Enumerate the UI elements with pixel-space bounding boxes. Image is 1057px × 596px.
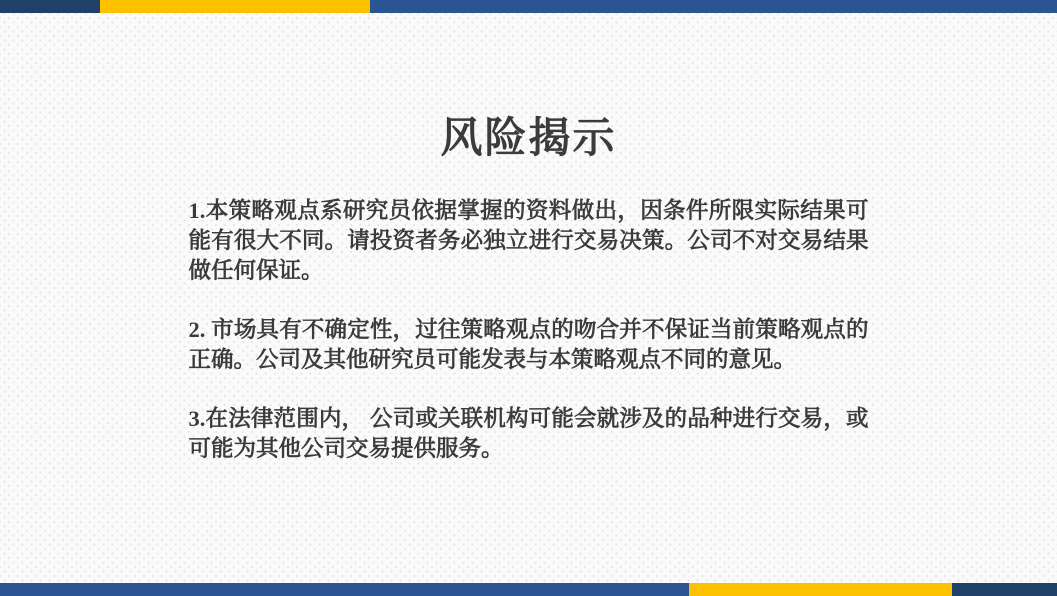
slide-title: 风险揭示 bbox=[440, 114, 617, 161]
top-bar-navy-segment bbox=[0, 0, 100, 13]
risk-disclosure-body bbox=[189, 196, 869, 464]
bottom-bar-navy-segment bbox=[952, 583, 1057, 596]
slide-content bbox=[189, 0, 869, 464]
bottom-bar-yellow-segment bbox=[689, 583, 952, 596]
bottom-decorative-bar bbox=[0, 583, 1057, 596]
risk-paragraph-2: 2. 市场具有不确定性，过往策略观点的吻合并不保证当前策略观点的正确。公司及其他研究员可能发表与本策略观点不同的意见。 bbox=[188, 317, 869, 373]
risk-paragraph-1: 1.本策略观点系研究员依据掌握的资料做出，因条件所限实际结果可能有很大不同。请投资者务必独立进行交易决策。公司不对交易结果做任何保证。 bbox=[188, 198, 869, 284]
bottom-bar-blue-segment bbox=[0, 583, 689, 596]
risk-paragraph-3: 3.在法律范围内， 公司或关联机构可能会就涉及的品种进行交易，或可能为其他公司交易提供服务。 bbox=[188, 406, 869, 462]
